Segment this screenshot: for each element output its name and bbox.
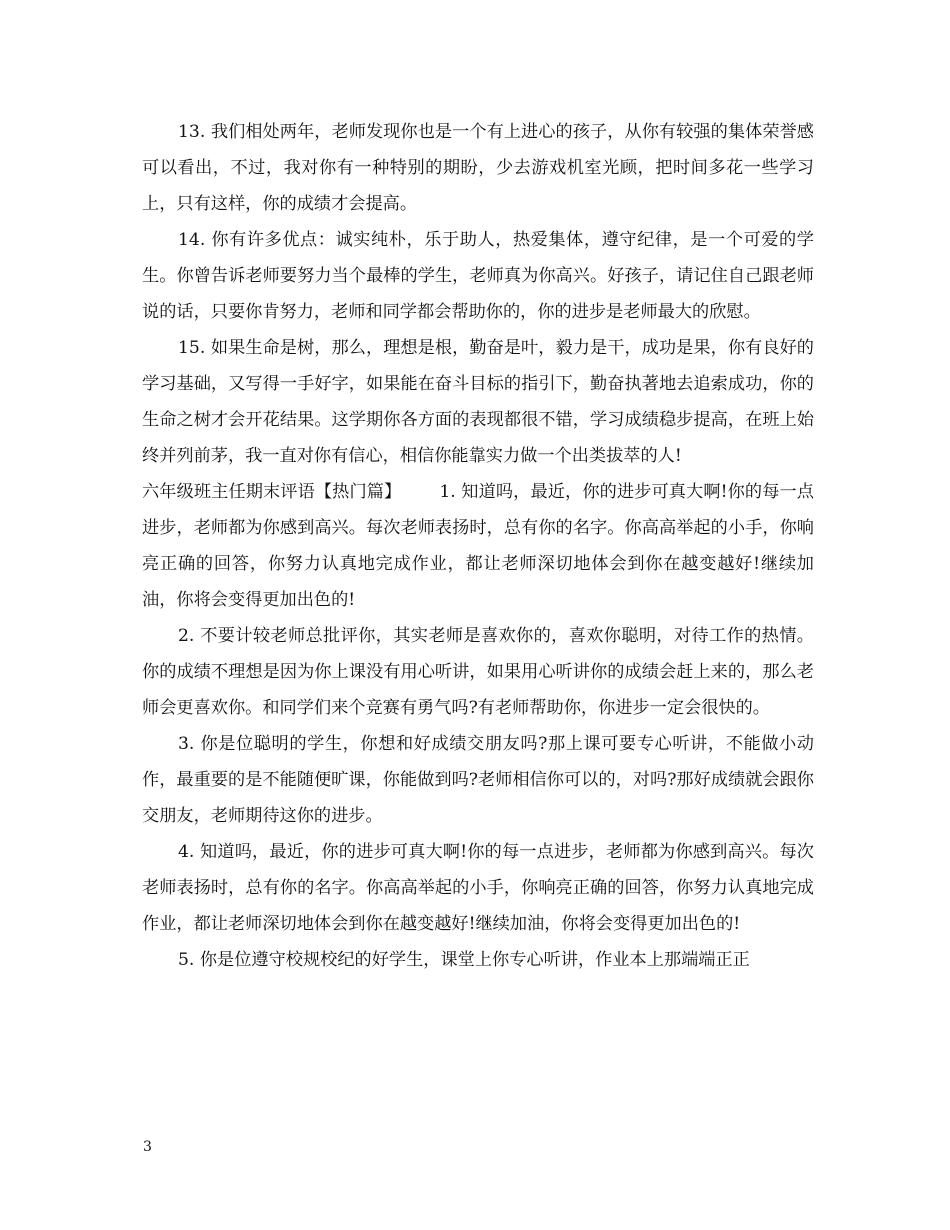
comment-item-3: 3. 你是位聪明的学生，你想和好成绩交朋友吗?那上课可要专心听讲，不能做小动作，最重要的是不能随便旷课，你能做到吗?老师相信你可以的，对吗?那好成绩就会跟你交朋友，老师期待这你的进步。	[142, 734, 814, 826]
comment-item-5: 5. 你是位遵守校规校纪的好学生，课堂上你专心听讲，作业本上那端端正正	[178, 950, 750, 970]
section-heading: 六年级班主任期末评语【热门篇】	[142, 482, 402, 502]
paragraph-13: 13. 我们相处两年，老师发现你也是一个有上进心的孩子，从你有较强的集体荣誉感可以看出，不过，我对你有一种特别的期盼，少去游戏机室光顾，把时间多花一些学习上，只有这样，你的成绩才会提高。	[142, 122, 814, 214]
comment-item-2: 2. 不要计较老师总批评你，其实老师是喜欢你的，喜欢你聪明，对待工作的热情。你的成绩不理想是因为你上课没有用心听讲，如果用心听讲你的成绩会赶上来的，那么老师会更喜欢你。和同学们来个竞赛有勇气吗?有老师帮助你，你进步一定会很快的。	[142, 626, 814, 718]
comment-item-4: 4. 知道吗，最近，你的进步可真大啊!你的每一点进步，老师都为你感到高兴。每次老师表扬时，总有你的名字。你高高举起的小手，你响亮正确的回答，你努力认真地完成作业，都让老师深切地体会到你在越变越好!继续加油，你将会变得更加出色的!	[142, 842, 814, 934]
paragraph-14: 14. 你有许多优点：诚实纯朴，乐于助人，热爱集体，遵守纪律，是一个可爱的学生。你曾告诉老师要努力当个最棒的学生，老师真为你高兴。好孩子，请记住自己跟老师说的话，只要你肯努力，老师和同学都会帮助你的，你的进步是老师最大的欣慰。	[142, 230, 814, 322]
comment-item-1: 1. 知道吗，最近，你的进步可真大啊!你的每一点进步，老师都为你感到高兴。每次老师表扬时，总有你的名字。你高高举起的小手，你响亮正确的回答，你努力认真地完成作业，都让老师深切地体会到你在越变越好!继续加油，你将会变得更加出色的!	[142, 482, 814, 610]
page-number: 3	[143, 1139, 152, 1155]
paragraph-15: 15. 如果生命是树，那么，理想是根，勤奋是叶，毅力是干，成功是果，你有良好的学习基础，又写得一手好字，如果能在奋斗目标的指引下，勤奋执著地去追索成功，你的生命之树才会开花结果。这学期你各方面的表现都很不错，学习成绩稳步提高，在班上始终并列前茅，我一直对你有信心，相信你能靠实力做一个出类拔萃的人!	[142, 338, 814, 466]
document-body	[142, 114, 814, 978]
section-paragraph	[142, 474, 814, 618]
